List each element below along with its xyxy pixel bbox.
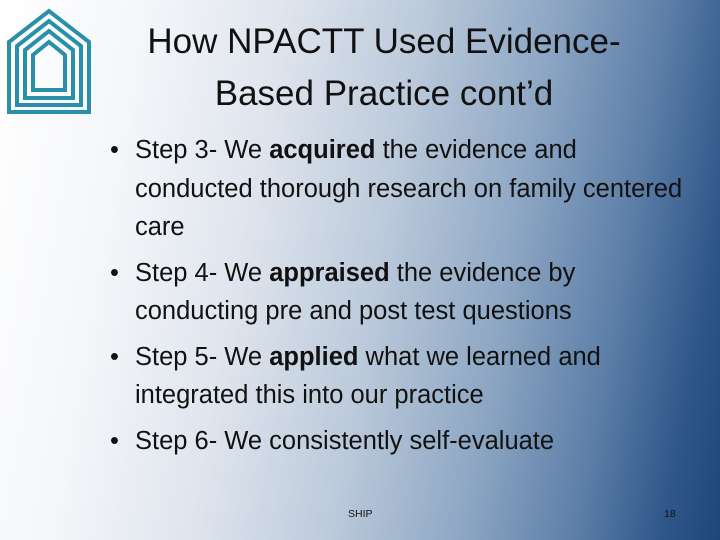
- bullet-list: [110, 131, 700, 467]
- bullet-step-4: [110, 254, 700, 331]
- title-line-2: Based Practice cont’d: [214, 74, 554, 113]
- bullet-text-post: what we learned and integrated this into our practice: [135, 342, 601, 409]
- bullet-step-6: [110, 422, 700, 461]
- bullet-text-pre: Step 4- We: [135, 258, 270, 287]
- bullet-step-5: [110, 338, 700, 415]
- bullet-text-bold: applied: [269, 342, 359, 371]
- bullet-text-bold: acquired: [269, 136, 376, 164]
- bullet-text-pre: Step 3- We: [135, 136, 270, 164]
- page-number: 18: [664, 508, 676, 520]
- bullet-marker: •: [110, 426, 119, 455]
- bullet-text-pre: Step 6- We consistently self-evaluate: [135, 426, 555, 455]
- bullet-text-post: the evidence and conducted thorough research on family centered care: [135, 136, 683, 241]
- title-line-1: How NPACTT Used Evidence-: [147, 22, 621, 61]
- bullet-marker: •: [110, 258, 119, 287]
- house-logo-icon: [6, 8, 92, 114]
- footer-label: SHIP: [348, 508, 373, 520]
- bullet-text-pre: Step 5- We: [135, 342, 270, 371]
- bullet-marker: •: [110, 136, 119, 164]
- slide-title: [104, 16, 664, 120]
- bullet-text-post: the evidence by conducting pre and post test questions: [135, 258, 576, 325]
- bullet-step-3: [110, 131, 700, 247]
- bullet-marker: •: [110, 342, 119, 371]
- bullet-text-bold: appraised: [269, 258, 390, 287]
